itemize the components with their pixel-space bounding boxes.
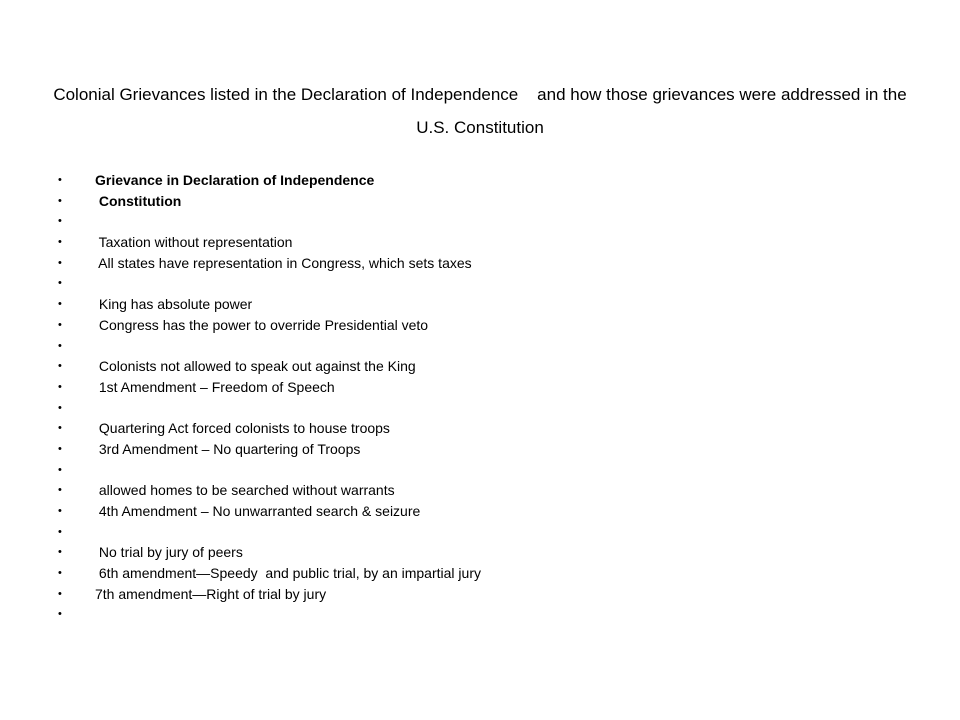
- bullet-item: [58, 273, 858, 294]
- bullet-item: [58, 170, 858, 191]
- bullet-text: Colonists not allowed to speak out against the King: [95, 358, 416, 375]
- bullet-dot-icon: •: [58, 380, 62, 393]
- bullet-item: [58, 418, 858, 439]
- bullet-dot-icon: •: [58, 174, 62, 186]
- bullet-text: Taxation without representation: [95, 234, 293, 251]
- bullet-item: [58, 522, 858, 543]
- bullet-item: [58, 604, 858, 625]
- bullet-dot-icon: •: [58, 484, 62, 497]
- bullet-item: [58, 398, 858, 419]
- bullet-text: Quartering Act forced colonists to house troops: [95, 420, 390, 437]
- bullet-item: [58, 191, 858, 212]
- bullet-list: [58, 170, 858, 625]
- bullet-item: [58, 377, 858, 398]
- bullet-item: [58, 211, 858, 232]
- bullet-item: [58, 356, 858, 377]
- bullet-item: [58, 439, 858, 460]
- bullet-dot-icon: •: [58, 298, 62, 311]
- bullet-text: Grievance in Declaration of Independence: [95, 172, 375, 188]
- bullet-dot-icon: •: [58, 525, 62, 538]
- bullet-item: [58, 480, 858, 501]
- bullet-dot-icon: •: [58, 463, 62, 476]
- bullet-dot-icon: •: [58, 401, 62, 414]
- bullet-text: 1st Amendment – Freedom of Speech: [95, 378, 335, 395]
- bullet-item: [58, 501, 858, 522]
- bullet-item: [58, 542, 858, 563]
- bullet-dot-icon: •: [58, 546, 62, 559]
- bullet-item: [58, 253, 858, 274]
- bullet-dot-icon: •: [58, 277, 62, 290]
- bullet-dot-icon: •: [58, 422, 62, 435]
- bullet-text: No trial by jury of peers: [95, 544, 243, 561]
- slide-title: Colonial Grievances listed in the Declaration of Independence and how those grievances were addressed in the U.S. Constitution: [53, 85, 912, 137]
- bullet-text: 6th amendment—Speedy and public trial, by an impartial jury: [95, 565, 481, 582]
- bullet-text: King has absolute power: [95, 296, 253, 313]
- bullet-item: [58, 460, 858, 481]
- bullet-dot-icon: •: [58, 236, 62, 249]
- bullet-item: [58, 294, 858, 315]
- bullet-item: [58, 336, 858, 357]
- bullet-dot-icon: •: [58, 215, 62, 228]
- bullet-dot-icon: •: [58, 318, 62, 331]
- bullet-dot-icon: •: [58, 256, 62, 269]
- bullet-dot-icon: •: [58, 360, 62, 373]
- bullet-item: [58, 232, 858, 253]
- bullet-dot-icon: •: [58, 505, 62, 517]
- bullet-dot-icon: •: [58, 587, 62, 600]
- bullet-text: 3rd Amendment – No quartering of Troops: [95, 440, 361, 457]
- bullet-dot-icon: •: [58, 194, 62, 207]
- bullet-item: [58, 315, 858, 336]
- bullet-text: Congress has the power to override Presidential veto: [95, 316, 429, 333]
- bullet-dot-icon: •: [58, 442, 62, 455]
- bullet-text: Constitution: [95, 192, 182, 209]
- bullet-item: [58, 563, 858, 584]
- bullet-text: allowed homes to be searched without warrants: [95, 482, 395, 499]
- bullet-dot-icon: •: [58, 339, 62, 352]
- bullet-text: All states have representation in Congress, which sets taxes: [95, 254, 472, 271]
- bullet-text: 7th amendment—Right of trial by jury: [95, 585, 327, 602]
- bullet-dot-icon: •: [58, 567, 62, 580]
- bullet-text: 4th Amendment – No unwarranted search & seizure: [95, 503, 421, 519]
- bullet-dot-icon: •: [58, 608, 62, 621]
- bullet-item: [58, 584, 858, 605]
